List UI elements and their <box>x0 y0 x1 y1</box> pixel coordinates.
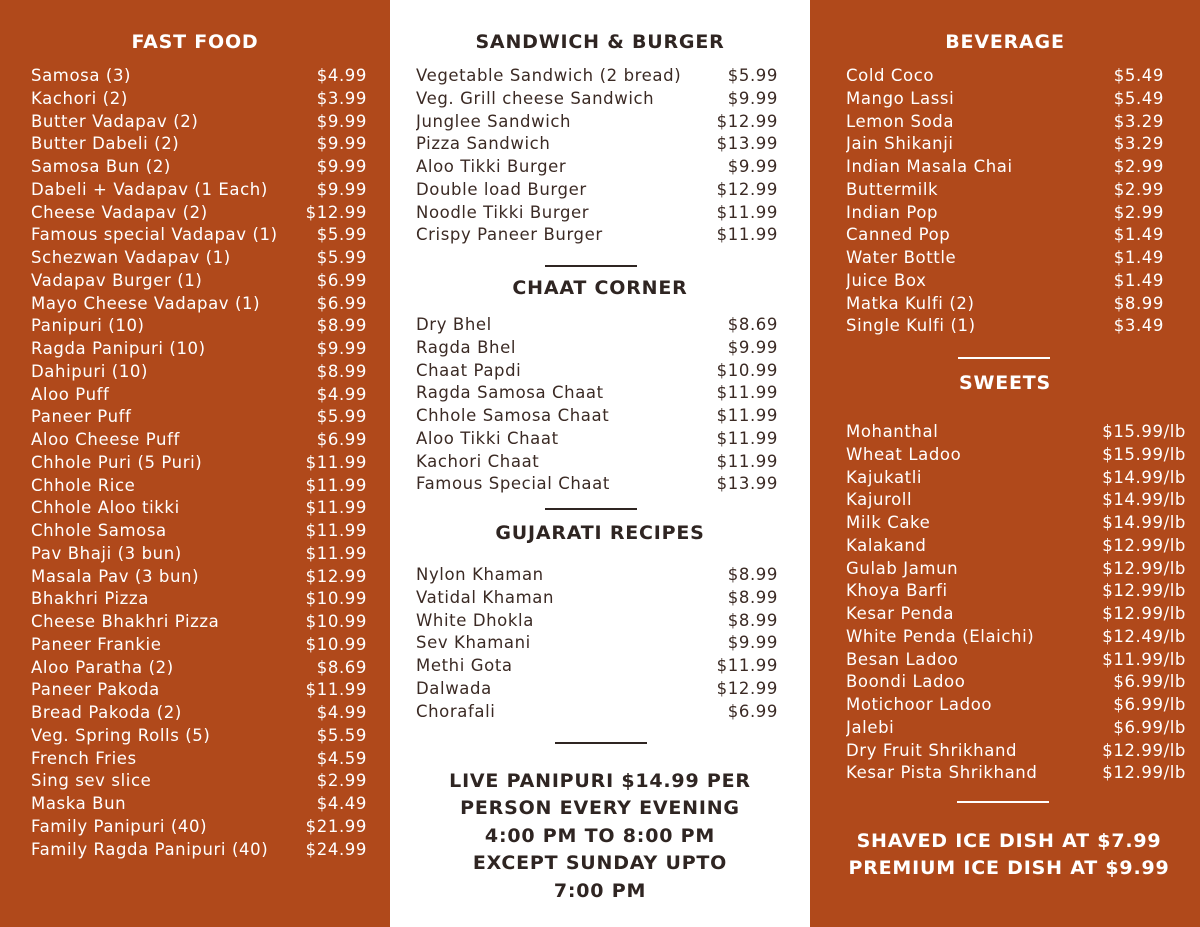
item-name: Dry Bhel <box>416 315 492 334</box>
sweets-item <box>846 694 1186 717</box>
item-name: Juice Box <box>846 270 927 290</box>
item-price: $5.49 <box>1113 88 1164 108</box>
item-price: $10.99 <box>716 360 778 380</box>
item-name: Famous special Vadapav (1) <box>31 225 278 245</box>
fast-food-item <box>31 111 367 134</box>
item-name: Milk Cake <box>846 513 931 532</box>
item-name: Pav Bhaji (3 bun) <box>31 543 182 563</box>
sandwich-burger-item <box>416 156 778 179</box>
item-name: Besan Ladoo <box>846 649 959 669</box>
item-price: $24.99 <box>305 839 367 859</box>
beverage-item <box>846 224 1164 247</box>
item-name: Dahipuri (10) <box>31 361 149 381</box>
sweets-item <box>846 512 1186 535</box>
item-name: Chhole Rice <box>31 475 136 495</box>
item-name: Chhole Samosa <box>31 521 167 540</box>
item-name: Family Ragda Panipuri (40) <box>31 839 269 859</box>
fast-food-item <box>31 65 367 88</box>
item-name: Indian Masala Chai <box>846 157 1013 176</box>
item-name: Chhole Aloo tikki <box>31 498 180 518</box>
sandwich-burger-list <box>416 65 778 247</box>
sweets-item <box>846 467 1186 490</box>
item-price: $11.99 <box>716 383 778 403</box>
item-price: $9.99 <box>727 157 778 176</box>
sweets-item <box>846 762 1186 785</box>
item-price: $9.99 <box>727 337 778 357</box>
sweets-item <box>846 649 1186 672</box>
item-name: Noodle Tikki Burger <box>416 202 590 222</box>
sweets-heading: SWEETS <box>958 372 1052 394</box>
beverage-item <box>846 65 1164 88</box>
sweets-item <box>846 740 1186 763</box>
fast-food-item <box>31 725 367 748</box>
beverage-item <box>846 88 1164 111</box>
item-price: $13.99 <box>716 474 778 494</box>
item-price: $11.99 <box>716 451 778 471</box>
sandwich-burger-item <box>416 133 778 156</box>
item-name: Chaat Papdi <box>416 360 522 380</box>
item-name: Jalebi <box>846 717 895 737</box>
item-name: Bhakhri Pizza <box>31 589 149 609</box>
item-price: $1.49 <box>1113 270 1164 290</box>
item-price: $9.99 <box>316 134 367 154</box>
beverage-item <box>846 111 1164 134</box>
sandwich-burger-item <box>416 88 778 111</box>
fast-food-item <box>31 748 367 771</box>
item-price: $4.99 <box>316 384 367 404</box>
item-name: Chhole Puri (5 Puri) <box>31 452 203 472</box>
beverage-list <box>846 65 1164 338</box>
item-price: $12.49/lb <box>1102 626 1186 646</box>
item-price: $3.29 <box>1113 111 1164 131</box>
fast-food-item <box>31 338 367 361</box>
item-name: Indian Pop <box>846 202 939 222</box>
item-price: $2.99 <box>1113 202 1164 222</box>
item-name: Paneer Pakoda <box>31 680 160 700</box>
item-name: Vatidal Khaman <box>416 587 555 607</box>
item-price: $11.99 <box>716 202 778 222</box>
item-name: Kesar Pista Shrikhand <box>846 763 1038 783</box>
gujarati-recipes-item <box>416 632 778 655</box>
beverage-item <box>846 247 1164 270</box>
fast-food-item <box>31 202 367 225</box>
item-name: Butter Dabeli (2) <box>31 134 180 154</box>
item-price: $9.99 <box>316 339 367 358</box>
fast-food-item <box>31 406 367 429</box>
item-name: Matka Kulfi (2) <box>846 293 975 313</box>
item-price: $8.69 <box>727 315 778 334</box>
item-price: $3.29 <box>1113 134 1164 154</box>
chaat-corner-item <box>416 428 778 451</box>
section-divider <box>958 357 1050 359</box>
item-name: Nylon Khaman <box>416 565 544 584</box>
item-price: $8.99 <box>727 565 778 584</box>
item-price: $8.99 <box>316 361 367 381</box>
item-price: $14.99/lb <box>1102 490 1186 510</box>
beverage-heading: BEVERAGE <box>945 31 1065 53</box>
fast-food-heading: FAST FOOD <box>131 31 259 53</box>
fast-food-item <box>31 361 367 384</box>
item-name: Mohanthal <box>846 422 939 441</box>
chaat-corner-item <box>416 451 778 474</box>
center-panel <box>390 0 810 927</box>
item-price: $8.99 <box>727 587 778 607</box>
chaat-corner-heading: CHAAT CORNER <box>512 277 688 299</box>
fast-food-item <box>31 224 367 247</box>
fast-food-item <box>31 315 367 338</box>
item-name: Vegetable Sandwich (2 bread) <box>416 66 682 85</box>
item-name: Chhole Samosa Chaat <box>416 406 610 425</box>
beverage-item <box>846 315 1164 338</box>
item-name: Mango Lassi <box>846 88 955 108</box>
beverage-item <box>846 202 1164 225</box>
item-price: $10.99 <box>305 589 367 609</box>
fast-food-item <box>31 452 367 475</box>
item-price: $11.99 <box>716 225 778 245</box>
item-name: Crispy Paneer Burger <box>416 225 603 245</box>
fast-food-item <box>31 793 367 816</box>
item-price: $6.99 <box>316 430 367 449</box>
fast-food-item <box>31 293 367 316</box>
fast-food-item <box>31 816 367 839</box>
gujarati-recipes-item <box>416 655 778 678</box>
item-price: $12.99/lb <box>1102 558 1186 578</box>
item-price: $11.99 <box>305 521 367 540</box>
sweets-item <box>846 558 1186 581</box>
item-name: Veg. Grill cheese Sandwich <box>416 88 655 108</box>
item-name: Kalakand <box>846 535 927 555</box>
fast-food-item <box>31 475 367 498</box>
item-price: $14.99/lb <box>1102 513 1186 532</box>
item-price: $5.99 <box>316 407 367 427</box>
fast-food-item <box>31 679 367 702</box>
fast-food-item <box>31 634 367 657</box>
fast-food-item <box>31 770 367 793</box>
fast-food-item <box>31 657 367 680</box>
item-price: $14.99/lb <box>1102 467 1186 487</box>
sweets-item <box>846 717 1186 740</box>
fast-food-item <box>31 384 367 407</box>
item-price: $11.99 <box>305 680 367 700</box>
item-name: Ragda Samosa Chaat <box>416 383 604 403</box>
item-name: Boondi Ladoo <box>846 672 966 692</box>
item-name: White Penda (Elaichi) <box>846 626 1035 646</box>
item-name: Sing sev slice <box>31 771 152 791</box>
notice-line: 7:00 PM <box>553 879 647 902</box>
item-price: $21.99 <box>305 816 367 836</box>
item-price: $2.99 <box>1113 179 1164 199</box>
chaat-corner-list <box>416 314 778 496</box>
gujarati-recipes-item <box>416 564 778 587</box>
fast-food-item <box>31 156 367 179</box>
item-price: $3.49 <box>1113 316 1164 336</box>
item-name: Samosa (3) <box>31 66 132 85</box>
item-name: Schezwan Vadapav (1) <box>31 248 231 267</box>
notice-line: LIVE PANIPURI $14.99 PER <box>449 770 751 792</box>
item-name: Junglee Sandwich <box>416 111 572 131</box>
chaat-corner-item <box>416 473 778 496</box>
item-name: Khoya Barfi <box>846 581 948 601</box>
item-price: $9.99 <box>727 633 778 653</box>
item-name: Buttermilk <box>846 179 939 199</box>
notice-line: PERSON EVERY EVENING <box>460 797 740 820</box>
item-name: Cheese Vadapav (2) <box>31 202 208 222</box>
item-price: $11.99 <box>716 656 778 675</box>
sandwich-burger-item <box>416 65 778 88</box>
item-price: $15.99/lb <box>1102 444 1186 464</box>
section-divider <box>545 265 637 267</box>
item-name: Chorafali <box>416 701 496 721</box>
sandwich-burger-item <box>416 111 778 134</box>
fast-food-item <box>31 611 367 634</box>
item-name: Kachori (2) <box>31 88 128 108</box>
item-price: $8.99 <box>727 610 778 630</box>
item-price: $6.99 <box>316 270 367 290</box>
fast-food-item <box>31 497 367 520</box>
item-price: $8.99 <box>316 316 367 336</box>
item-price: $13.99 <box>716 134 778 154</box>
item-price: $3.99 <box>316 88 367 108</box>
chaat-corner-item <box>416 314 778 337</box>
chaat-corner-item <box>416 337 778 360</box>
item-name: Kajukatli <box>846 467 923 487</box>
item-name: Aloo Puff <box>31 384 110 404</box>
right-panel <box>810 0 1200 927</box>
item-name: Motichoor Ladoo <box>846 695 993 714</box>
item-name: Family Panipuri (40) <box>31 816 208 836</box>
item-price: $4.99 <box>316 703 367 722</box>
item-name: Single Kulfi (1) <box>846 316 976 336</box>
item-name: Dalwada <box>416 678 492 698</box>
item-name: Cold Coco <box>846 66 935 85</box>
gujarati-recipes-item <box>416 678 778 701</box>
item-price: $1.49 <box>1113 248 1164 267</box>
fast-food-item <box>31 88 367 111</box>
item-name: Aloo Tikki Chaat <box>416 428 559 448</box>
item-price: $8.99 <box>1113 293 1164 313</box>
item-name: Canned Pop <box>846 225 951 245</box>
item-name: Paneer Frankie <box>31 634 162 654</box>
sweets-item <box>846 489 1186 512</box>
fast-food-item <box>31 520 367 543</box>
beverage-item <box>846 133 1164 156</box>
item-price: $6.99 <box>727 701 778 721</box>
item-name: Masala Pav (3 bun) <box>31 566 200 586</box>
item-price: $2.99 <box>1113 157 1164 176</box>
sweets-list <box>846 421 1186 785</box>
item-price: $9.99 <box>316 179 367 199</box>
sandwich-burger-item <box>416 202 778 225</box>
item-name: Kachori Chaat <box>416 451 540 471</box>
sweets-item <box>846 580 1186 603</box>
item-name: French Fries <box>31 748 137 768</box>
sweets-item <box>846 535 1186 558</box>
item-name: Samosa Bun (2) <box>31 157 171 176</box>
sweets-item <box>846 444 1186 467</box>
item-price: $11.99/lb <box>1102 649 1186 669</box>
fast-food-item <box>31 543 367 566</box>
notice-line: PREMIUM ICE DISH AT $9.99 <box>848 857 1170 879</box>
item-name: Kesar Penda <box>846 604 955 623</box>
item-name: Veg. Spring Rolls (5) <box>31 725 211 745</box>
item-price: $12.99/lb <box>1102 740 1186 760</box>
item-price: $12.99 <box>716 678 778 698</box>
fast-food-item <box>31 429 367 452</box>
beverage-item <box>846 179 1164 202</box>
notice-line: 4:00 PM TO 8:00 PM <box>484 824 716 847</box>
item-name: Mayo Cheese Vadapav (1) <box>31 293 261 313</box>
item-price: $12.99/lb <box>1102 581 1186 601</box>
item-name: Vadapav Burger (1) <box>31 270 203 290</box>
ice-dish-notice <box>818 828 1200 882</box>
item-price: $5.59 <box>316 725 367 745</box>
item-name: Dabeli + Vadapav (1 Each) <box>31 179 268 199</box>
item-name: Gulab Jamun <box>846 558 959 578</box>
sweets-item <box>846 671 1186 694</box>
item-name: Cheese Bhakhri Pizza <box>31 612 220 631</box>
item-price: $11.99 <box>305 498 367 518</box>
item-name: Butter Vadapav (2) <box>31 111 199 131</box>
fast-food-item <box>31 702 367 725</box>
gujarati-recipes-heading: GUJARATI RECIPES <box>495 522 705 544</box>
sandwich-burger-item <box>416 179 778 202</box>
fast-food-item <box>31 566 367 589</box>
item-price: $6.99 <box>316 293 367 313</box>
fast-food-item <box>31 247 367 270</box>
item-price: $11.99 <box>716 406 778 425</box>
item-price: $15.99/lb <box>1102 422 1186 441</box>
item-name: Panipuri (10) <box>31 316 145 336</box>
item-name: Water Bottle <box>846 248 957 267</box>
sweets-item <box>846 421 1186 444</box>
item-name: Dry Fruit Shrikhand <box>846 740 1018 760</box>
gujarati-recipes-item <box>416 701 778 724</box>
fast-food-item <box>31 270 367 293</box>
section-divider <box>957 801 1049 803</box>
item-name: Pizza Sandwich <box>416 134 551 154</box>
item-price: $9.99 <box>727 88 778 108</box>
chaat-corner-item <box>416 360 778 383</box>
item-price: $11.99 <box>305 543 367 563</box>
item-price: $12.99/lb <box>1102 604 1186 623</box>
item-price: $6.99/lb <box>1113 672 1186 692</box>
item-price: $5.99 <box>316 225 367 245</box>
item-price: $4.99 <box>316 66 367 85</box>
item-name: Aloo Paratha (2) <box>31 657 174 677</box>
gujarati-recipes-item <box>416 587 778 610</box>
sweets-item <box>846 603 1186 626</box>
item-price: $10.99 <box>305 634 367 654</box>
item-price: $12.99/lb <box>1102 763 1186 783</box>
item-price: $1.49 <box>1113 225 1164 245</box>
item-name: Methi Gota <box>416 656 513 675</box>
fast-food-item <box>31 133 367 156</box>
chaat-corner-item <box>416 405 778 428</box>
item-price: $12.99 <box>716 179 778 199</box>
item-name: Bread Pakoda (2) <box>31 703 182 722</box>
item-name: Ragda Bhel <box>416 337 517 357</box>
item-price: $5.99 <box>727 66 778 85</box>
item-price: $11.99 <box>305 452 367 472</box>
item-price: $9.99 <box>316 157 367 176</box>
item-price: $5.49 <box>1113 66 1164 85</box>
item-price: $9.99 <box>316 111 367 131</box>
fast-food-list <box>31 65 367 861</box>
item-name: White Dhokla <box>416 610 534 630</box>
item-price: $12.99 <box>305 202 367 222</box>
item-name: Aloo Tikki Burger <box>416 157 567 176</box>
item-name: Maska Bun <box>31 794 127 813</box>
left-panel <box>0 0 390 927</box>
beverage-item <box>846 270 1164 293</box>
item-price: $11.99 <box>716 428 778 448</box>
beverage-item <box>846 156 1164 179</box>
item-price: $12.99/lb <box>1102 535 1186 555</box>
item-name: Paneer Puff <box>31 407 132 427</box>
item-price: $5.99 <box>316 248 367 267</box>
item-price: $6.99/lb <box>1113 695 1186 714</box>
section-divider <box>555 742 647 744</box>
item-price: $6.99/lb <box>1113 717 1186 737</box>
chaat-corner-item <box>416 382 778 405</box>
item-name: Sev Khamani <box>416 633 531 653</box>
fast-food-item <box>31 179 367 202</box>
sandwich-burger-heading: SANDWICH & BURGER <box>475 31 725 53</box>
item-price: $10.99 <box>305 612 367 631</box>
item-price: $12.99 <box>305 566 367 586</box>
item-name: Ragda Panipuri (10) <box>31 339 206 358</box>
item-name: Jain Shikanji <box>846 134 954 154</box>
sandwich-burger-item <box>416 224 778 247</box>
gujarati-recipes-list <box>416 564 778 723</box>
item-name: Wheat Ladoo <box>846 444 962 464</box>
item-name: Double load Burger <box>416 179 587 199</box>
notice-line: EXCEPT SUNDAY UPTO <box>472 852 728 875</box>
item-price: $8.69 <box>316 657 367 677</box>
beverage-item <box>846 293 1164 316</box>
item-name: Kajuroll <box>846 490 913 510</box>
notice-line: SHAVED ICE DISH AT $7.99 <box>856 830 1162 852</box>
item-price: $4.59 <box>316 748 367 768</box>
item-price: $12.99 <box>716 111 778 131</box>
item-price: $2.99 <box>316 771 367 791</box>
item-name: Famous Special Chaat <box>416 474 610 494</box>
fast-food-item <box>31 839 367 862</box>
item-price: $11.99 <box>305 475 367 495</box>
section-divider <box>545 508 637 510</box>
item-name: Lemon Soda <box>846 111 955 131</box>
item-price: $4.49 <box>316 794 367 813</box>
item-name: Aloo Cheese Puff <box>31 430 180 449</box>
live-panipuri-notice <box>390 768 810 905</box>
gujarati-recipes-item <box>416 610 778 633</box>
fast-food-item <box>31 588 367 611</box>
sweets-item <box>846 626 1186 649</box>
